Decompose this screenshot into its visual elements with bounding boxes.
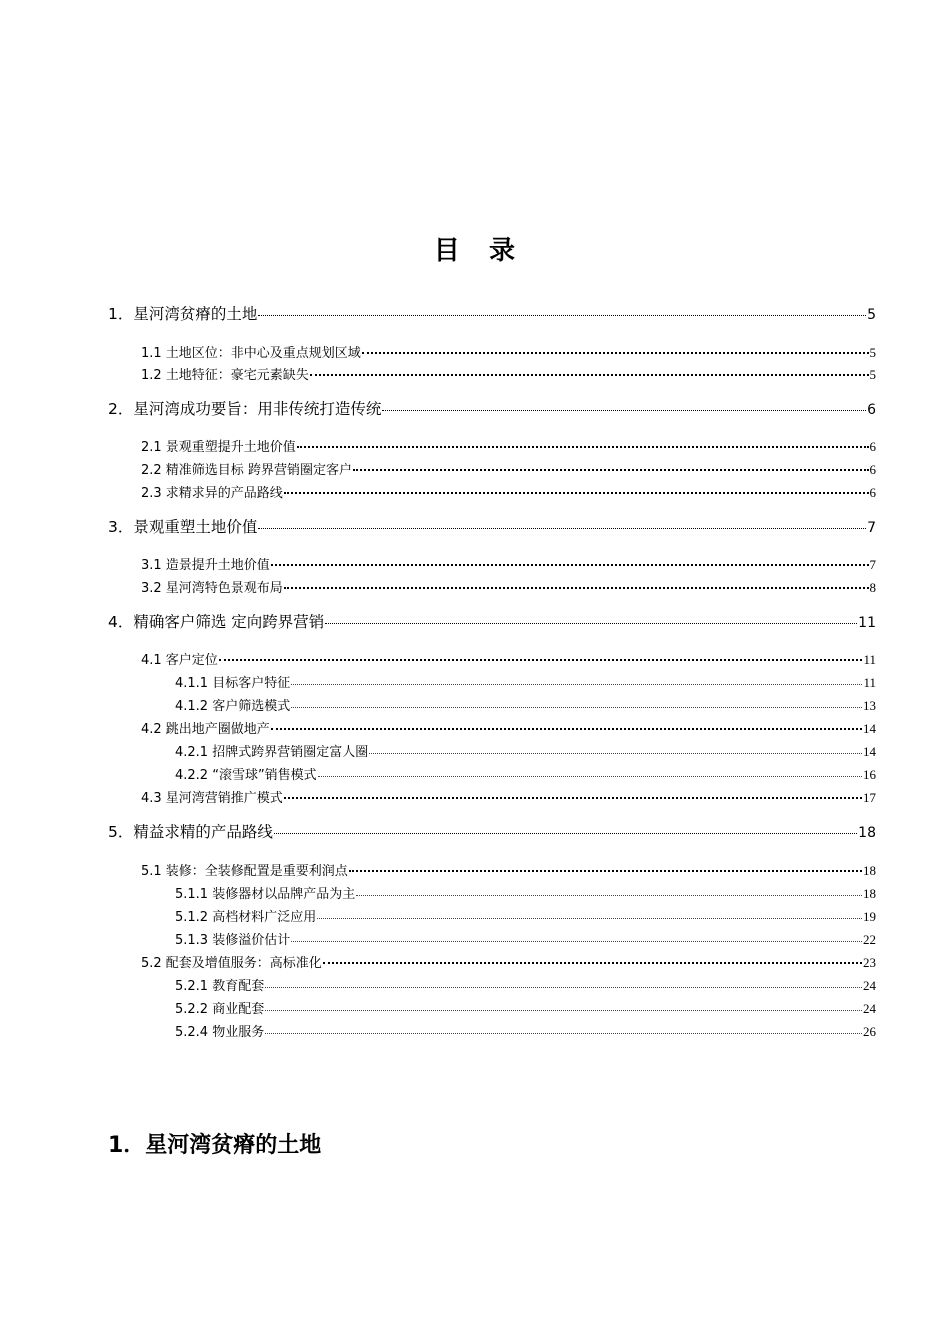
toc-entry[interactable]	[175, 998, 876, 1017]
toc-entry-label: 5.2.1 教育配套	[175, 979, 265, 994]
toc-dot-leader	[274, 833, 857, 834]
toc-dot-leader	[271, 728, 862, 730]
toc-entry[interactable]	[141, 554, 876, 573]
toc-entry-label: 4.2.2 “滚雪球”销售模式	[175, 768, 317, 783]
toc-entry-label: 5．精益求精的产品路线	[108, 823, 273, 841]
toc-dot-leader	[284, 492, 869, 494]
toc-entry[interactable]	[108, 820, 876, 842]
toc-entry-page: 22	[863, 932, 876, 947]
toc-entry-page: 18	[858, 825, 876, 841]
toc-entry[interactable]	[141, 718, 876, 737]
toc-entry-page: 8	[869, 580, 876, 595]
toc-entry-page: 18	[863, 886, 876, 901]
toc-entry[interactable]	[175, 929, 876, 948]
toc-entry[interactable]	[175, 1021, 876, 1040]
toc-entry-page: 6	[869, 485, 876, 500]
toc-entry-label: 3．景观重塑土地价值	[108, 518, 258, 536]
toc-entry-label: 1．星河湾贫瘠的土地	[108, 305, 258, 323]
toc-entry-label: 5.2 配套及增值服务：高标准化	[141, 956, 322, 971]
toc-entry-page: 23	[863, 955, 876, 970]
toc-entry-label: 5.2.2 商业配套	[175, 1002, 265, 1017]
toc-entry[interactable]	[108, 397, 876, 419]
toc-entry[interactable]	[108, 302, 876, 324]
toc-dot-leader	[317, 918, 862, 919]
toc-entry-label: 4.1.2 客户筛选模式	[175, 699, 291, 714]
toc-entry[interactable]	[141, 952, 876, 971]
toc-entry-page: 6	[869, 439, 876, 454]
toc-dot-leader	[265, 1010, 862, 1011]
toc-title	[0, 230, 950, 267]
toc-entry-page: 16	[863, 767, 876, 782]
toc-entry-label: 3.1 造景提升土地价值	[141, 558, 270, 573]
toc-entry-label: 5.1.1 装修器材以品牌产品为主	[175, 887, 356, 902]
toc-entry-page: 18	[863, 863, 876, 878]
toc-entry-label: 4.3 星河湾营销推广模式	[141, 791, 283, 806]
toc-entry[interactable]	[141, 436, 876, 455]
toc-dot-leader	[219, 659, 863, 661]
toc-entry-label: 2.1 景观重塑提升土地价值	[141, 440, 296, 455]
toc-entry-page: 11	[858, 615, 876, 631]
toc-entry-label: 5.1.2 高档材料广泛应用	[175, 910, 317, 925]
toc-dot-leader	[265, 987, 862, 988]
toc-dot-leader	[271, 564, 869, 566]
toc-entry[interactable]	[175, 764, 876, 783]
toc-dot-leader	[291, 941, 862, 942]
toc-dot-leader	[310, 374, 869, 376]
toc-entry[interactable]	[141, 577, 876, 596]
toc-entry-label: 4.1 客户定位	[141, 653, 218, 668]
toc-entry-page: 24	[863, 978, 876, 993]
toc-dot-leader	[284, 587, 869, 589]
toc-entry-label: 4.2 跳出地产圈做地产	[141, 722, 270, 737]
toc-title-char-2: 录	[489, 236, 517, 266]
toc-entry-page: 6	[869, 462, 876, 477]
toc-dot-leader	[323, 962, 862, 964]
toc-entry[interactable]	[141, 649, 876, 668]
toc-dot-leader	[356, 895, 862, 896]
toc-title-char-1: 目	[433, 236, 461, 266]
toc-entry-label: 2.2 精准筛选目标 跨界营销圈定客户	[141, 463, 352, 478]
toc-dot-leader	[353, 469, 869, 471]
toc-dot-leader	[362, 352, 869, 354]
toc-entry[interactable]	[175, 695, 876, 714]
toc-entry-page: 17	[863, 790, 876, 805]
toc-dot-leader	[258, 315, 866, 316]
toc-entry-label: 5.1.3 装修溢价估计	[175, 933, 291, 948]
toc-dot-leader	[297, 446, 869, 448]
toc-dot-leader	[291, 707, 862, 708]
toc-entry[interactable]	[175, 672, 876, 691]
toc-entry[interactable]	[175, 906, 876, 925]
toc-entry[interactable]	[175, 975, 876, 994]
toc-dot-leader	[349, 870, 862, 872]
toc-entry-page: 26	[863, 1024, 876, 1039]
toc-dot-leader	[369, 753, 862, 754]
toc-entry-page: 6	[867, 402, 876, 418]
toc-entry[interactable]	[175, 741, 876, 760]
toc-entry[interactable]	[108, 610, 876, 632]
toc-entry-label: 1.1 土地区位：非中心及重点规划区域	[141, 346, 361, 361]
toc-entry-page: 11	[863, 675, 876, 690]
toc-entry[interactable]	[141, 364, 876, 383]
toc-entry[interactable]	[108, 515, 876, 537]
toc-dot-leader	[325, 623, 857, 624]
toc-entry[interactable]	[141, 482, 876, 501]
toc-entry-page: 11	[863, 652, 876, 667]
toc-entry-page: 13	[863, 698, 876, 713]
toc-entry[interactable]	[141, 860, 876, 879]
toc-dot-leader	[265, 1033, 862, 1034]
toc-entry-label: 4.1.1 目标客户特征	[175, 676, 291, 691]
toc-entry-label: 2.3 求精求异的产品路线	[141, 486, 283, 501]
toc-entry-page: 7	[867, 520, 876, 536]
toc-entry-label: 4.2.1 招牌式跨界营销圈定富人圈	[175, 745, 369, 760]
toc-entry-label: 3.2 星河湾特色景观布局	[141, 581, 283, 596]
toc-entry-label: 5.1 装修：全装修配置是重要利润点	[141, 864, 348, 879]
toc-entry-page: 5	[869, 345, 876, 360]
toc-entry[interactable]	[175, 883, 876, 902]
toc-entry[interactable]	[141, 342, 876, 361]
toc-entry-page: 5	[867, 307, 876, 323]
toc-dot-leader	[318, 776, 862, 777]
toc-entry-label: 5.2.4 物业服务	[175, 1025, 265, 1040]
toc-entry[interactable]	[141, 459, 876, 478]
toc-entry-page: 14	[863, 744, 876, 759]
toc-entry-label: 4．精确客户筛选 定向跨界营销	[108, 613, 325, 631]
toc-entry-page: 19	[863, 909, 876, 924]
toc-entry-label: 2．星河湾成功要旨：用非传统打造传统	[108, 400, 382, 418]
toc-entry-page: 24	[863, 1001, 876, 1016]
toc-dot-leader	[258, 528, 866, 529]
toc-entry-page: 7	[869, 557, 876, 572]
toc-dot-leader	[291, 684, 862, 685]
toc-dot-leader	[382, 410, 866, 411]
toc-dot-leader	[284, 797, 862, 799]
section-heading: 1．星河湾贫瘠的土地	[108, 1133, 322, 1158]
toc-entry-page: 14	[863, 721, 876, 736]
toc-entry[interactable]	[141, 787, 876, 806]
toc-entry-page: 5	[869, 367, 876, 382]
toc-entry-label: 1.2 土地特征：豪宅元素缺失	[141, 368, 309, 383]
